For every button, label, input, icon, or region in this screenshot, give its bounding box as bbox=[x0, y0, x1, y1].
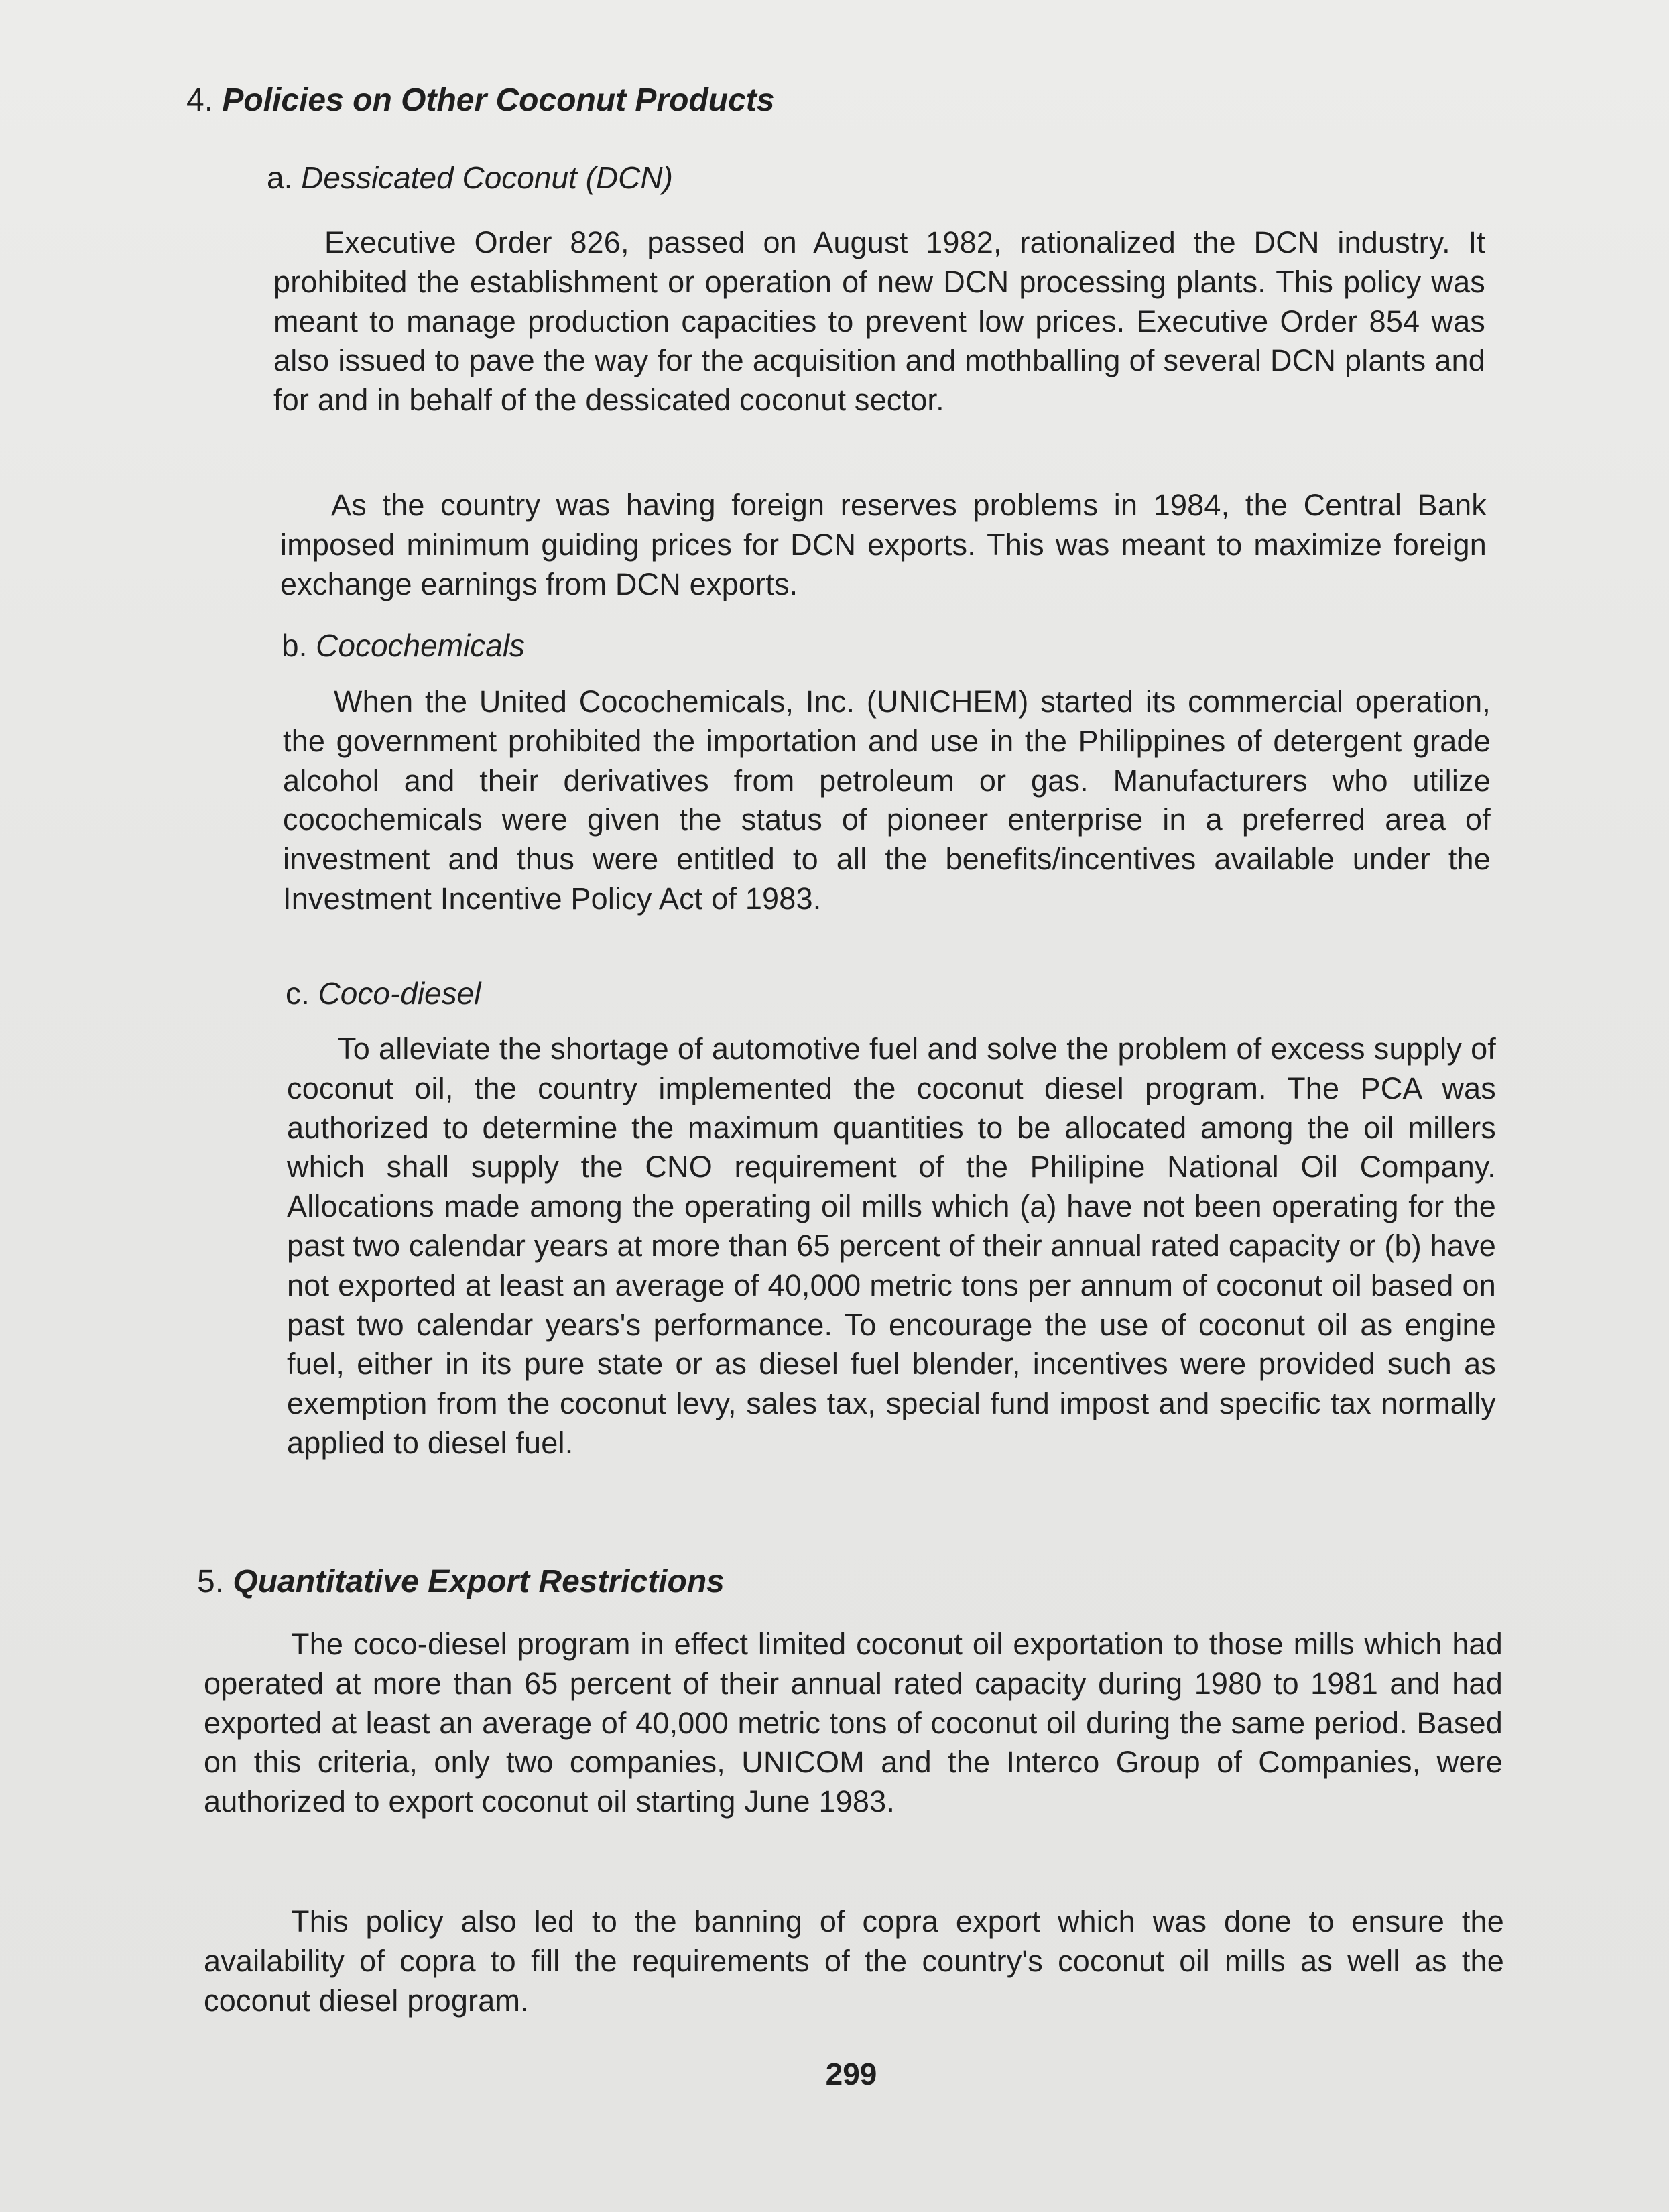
subsection-title: Coco-diesel bbox=[318, 976, 481, 1011]
subsection-c-heading bbox=[286, 974, 481, 1013]
paragraph: When the United Cocochemicals, Inc. (UNICHEM) started its commercial operation, the government prohibited the importation and use in the Philippines of detergent grade alcohol and their derivatives from petroleum or gas. Manufacturers who utilize cocochemicals were given the status of pioneer enterprise in a preferred area of investment and thus were entitled to all the benefits/incentives available under the Investment Incentive Policy Act of 1983. bbox=[283, 684, 1491, 916]
subsection-label: a. bbox=[267, 160, 293, 195]
section-5-heading bbox=[197, 1562, 725, 1602]
page-number: 299 bbox=[825, 2056, 877, 2091]
subsection-label: b. bbox=[282, 628, 308, 663]
paragraph: Executive Order 826, passed on August 1982, rationalized the DCN industry. It prohibited the establishment or operation of new DCN processing plants. This policy was meant to manage production capacities to prevent low prices. Executive Order 854 was also issued to pave the way for the acquisition and mothballing of several DCN plants and for and in behalf of the dessicated coconut sector. bbox=[273, 225, 1485, 418]
section-title: Policies on Other Coconut Products bbox=[222, 82, 775, 118]
paragraph: As the country was having foreign reserves problems in 1984, the Central Bank imposed minimum guiding prices for DCN exports. This was meant to maximize foreign exchange earnings from DCN exports. bbox=[280, 488, 1487, 601]
section-number: 5. bbox=[197, 1564, 225, 1599]
paragraph: To alleviate the shortage of automotive fuel and solve the problem of excess supply of coconut oil, the country implemented the coconut diesel program. The PCA was authorized to determine the maximum quantities to be allocated among the oil millers which shall supply the CNO requirement of the Philipine National Oil Company. Allocations made among the operating oil mills which (a) have not been operating for the past two calendar years at more than 65 percent of their annual rated capacity or (b) have not exported at least an average of 40,000 metric tons per annum of coconut oil based on past two calendar years's performance. To encourage the use of coconut oil as engine fuel, either in its pure state or as diesel fuel blender, incentives were provided such as exemption from the coconut levy, sales tax, special fund impost and specific tax normally applied to diesel fuel. bbox=[287, 1032, 1497, 1460]
section-number: 4. bbox=[186, 82, 214, 118]
section-4-heading bbox=[186, 80, 774, 121]
section-title: Quantitative Export Restrictions bbox=[233, 1564, 725, 1599]
subsection-label: c. bbox=[286, 976, 310, 1011]
subsection-a-heading bbox=[267, 158, 673, 197]
paragraph: This policy also led to the banning of copra export which was done to ensure the availability of copra to fill the requirements of the country's coconut oil mills as well as the coconut diesel program. bbox=[204, 1904, 1504, 2018]
paragraph: The coco-diesel program in effect limited coconut oil exportation to those mills which had operated at more than 65 percent of their annual rated capacity during 1980 to 1981 and had exported at least an average of 40,000 metric tons of coconut oil during the same period. Based on this criteria, only two companies, UNICOM and the Interco Group of Companies, were authorized to export coconut oil starting June 1983. bbox=[204, 1627, 1503, 1819]
subsection-title: Cocochemicals bbox=[316, 628, 526, 663]
subsection-title: Dessicated Coconut (DCN) bbox=[301, 160, 673, 195]
subsection-b-heading bbox=[282, 626, 525, 665]
